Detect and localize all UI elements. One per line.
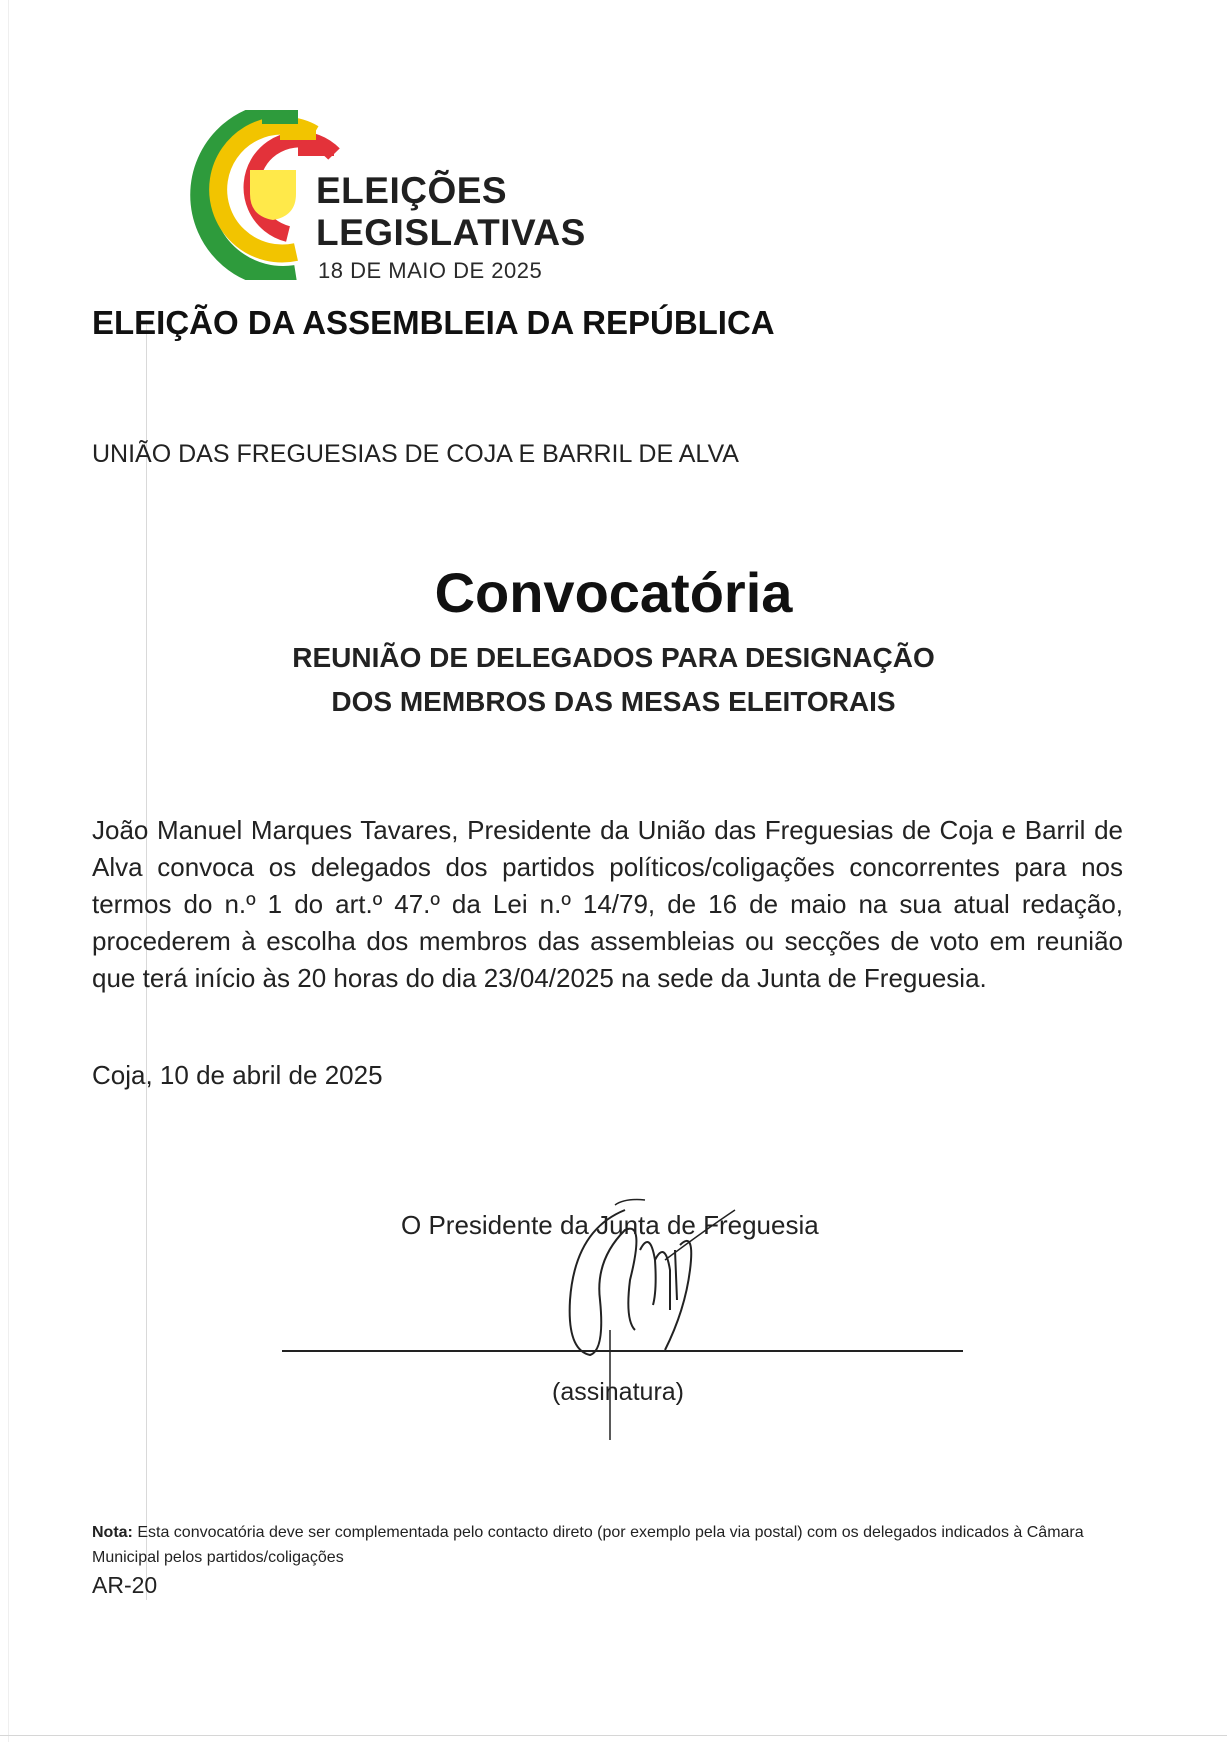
signer-title: O Presidente da Junta de Freguesia: [401, 1210, 819, 1240]
place-and-date: Coja, 10 de abril de 2025: [92, 1060, 383, 1090]
logo-title-line1: ELEIÇÕES: [316, 170, 508, 211]
signature-label: (assinatura): [552, 1378, 684, 1406]
scan-artifact-line: [8, 0, 9, 1742]
scan-artifact-line: [0, 1735, 1227, 1736]
form-code: AR-20: [92, 1572, 158, 1598]
document-title: Convocatória: [434, 561, 793, 624]
footnote-text: Esta convocatória deve ser complementada pelo contacto direto (por exemplo pela via postal) com os delegados indicados à Câmara Municipal pelos partidos/coligações: [92, 1524, 1084, 1566]
logo-date: 18 DE MAIO DE 2025: [318, 258, 543, 283]
signature-line: [282, 1350, 963, 1352]
subtitle-line2: DOS MEMBROS DAS MESAS ELEITORAIS: [331, 686, 896, 717]
footnote-label: Nota:: [92, 1524, 133, 1541]
logo-title: [316, 170, 586, 254]
convocation-body: João Manuel Marques Tavares, Presidente da União das Freguesias de Coja e Barril de Alva convoca os delegados dos partidos políticos/coligações concorrentes para nos termos do n.º 1 do art.º 47.º da Lei n.º 14/79, de 16 de maio na sua atual redação, procederem à escolha dos membros das assembleias ou secções de voto em reunião que terá início às 20 horas do dia 23/04/2025 na sede da Junta de Freguesia.: [92, 815, 1123, 993]
subtitle-line1: REUNIÃO DE DELEGADOS PARA DESIGNAÇÃO: [292, 642, 935, 673]
document-subtitle: [0, 636, 1227, 724]
parish-name: UNIÃO DAS FREGUESIAS DE COJA E BARRIL DE ALVA: [92, 440, 739, 468]
footnote: [92, 1520, 1152, 1570]
election-heading: ELEIÇÃO DA ASSEMBLEIA DA REPÚBLICA: [92, 304, 775, 341]
logo-title-line2: LEGISLATIVAS: [316, 212, 586, 253]
